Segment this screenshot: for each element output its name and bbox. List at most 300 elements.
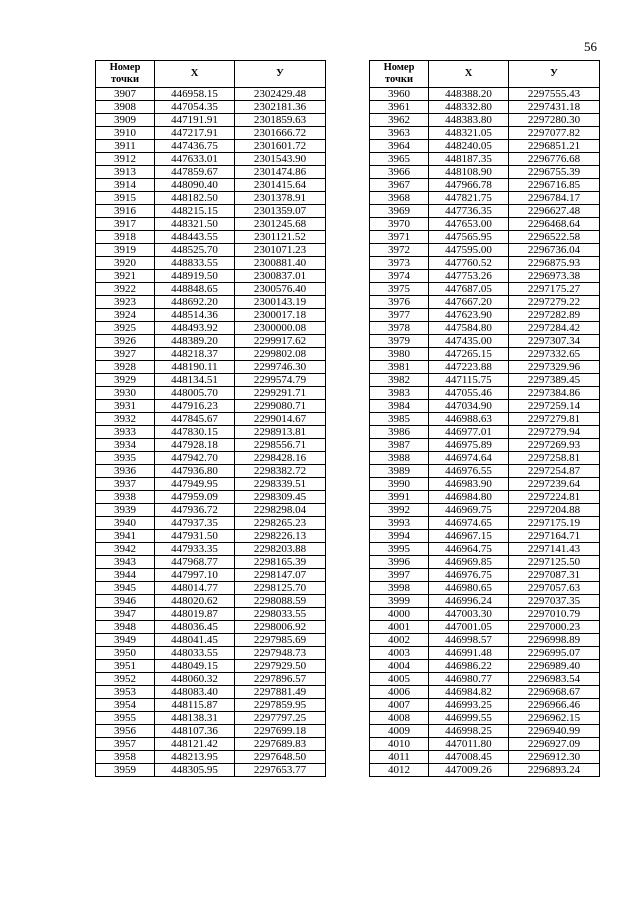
x-coordinate-cell: 447687.05 xyxy=(429,283,509,296)
table-row xyxy=(370,374,600,387)
point-number-cell: 3981 xyxy=(370,361,429,374)
point-number-cell: 3953 xyxy=(96,686,155,699)
table-row xyxy=(96,673,326,686)
table-row xyxy=(370,166,600,179)
point-number-cell: 3992 xyxy=(370,504,429,517)
y-coordinate-cell: 2302181.36 xyxy=(235,101,326,114)
y-coordinate-cell: 2299746.30 xyxy=(235,361,326,374)
y-coordinate-cell: 2297384.86 xyxy=(509,387,600,400)
y-coordinate-cell: 2297010.79 xyxy=(509,608,600,621)
x-coordinate-cell: 448033.55 xyxy=(155,647,235,660)
table-row xyxy=(96,569,326,582)
x-coordinate-cell: 447633.01 xyxy=(155,153,235,166)
y-coordinate-cell: 2298382.72 xyxy=(235,465,326,478)
x-coordinate-cell: 447997.10 xyxy=(155,569,235,582)
x-coordinate-cell: 448036.45 xyxy=(155,621,235,634)
point-number-cell: 3941 xyxy=(96,530,155,543)
table-row xyxy=(370,153,600,166)
point-number-cell: 3931 xyxy=(96,400,155,413)
x-coordinate-cell: 448493.92 xyxy=(155,322,235,335)
x-coordinate-cell: 447845.67 xyxy=(155,413,235,426)
y-coordinate-cell: 2296875.93 xyxy=(509,257,600,270)
x-coordinate-cell: 448848.65 xyxy=(155,283,235,296)
x-coordinate-cell: 446984.82 xyxy=(429,686,509,699)
y-coordinate-cell: 2296468.64 xyxy=(509,218,600,231)
x-coordinate-cell: 446980.77 xyxy=(429,673,509,686)
point-number-cell: 3917 xyxy=(96,218,155,231)
x-coordinate-cell: 446974.64 xyxy=(429,452,509,465)
x-coordinate-cell: 446974.65 xyxy=(429,517,509,530)
y-coordinate-cell: 2299917.62 xyxy=(235,335,326,348)
point-number-cell: 3951 xyxy=(96,660,155,673)
x-coordinate-cell: 448121.42 xyxy=(155,738,235,751)
point-number-cell: 3912 xyxy=(96,153,155,166)
point-number-header xyxy=(96,61,155,88)
y-coordinate-cell: 2298309.45 xyxy=(235,491,326,504)
x-coordinate-cell: 448514.36 xyxy=(155,309,235,322)
x-coordinate-cell: 446991.48 xyxy=(429,647,509,660)
x-coordinate-cell: 448321.05 xyxy=(429,127,509,140)
y-coordinate-cell: 2301543.90 xyxy=(235,153,326,166)
point-number-cell: 3911 xyxy=(96,140,155,153)
x-coordinate-cell: 448005.70 xyxy=(155,387,235,400)
x-coordinate-cell: 447936.72 xyxy=(155,504,235,517)
y-coordinate-cell: 2299291.71 xyxy=(235,387,326,400)
point-number-cell: 4012 xyxy=(370,764,429,777)
y-coordinate-cell: 2296995.07 xyxy=(509,647,600,660)
y-coordinate-cell: 2296627.48 xyxy=(509,205,600,218)
x-coordinate-cell: 448187.35 xyxy=(429,153,509,166)
table-row xyxy=(96,660,326,673)
point-number-cell: 3980 xyxy=(370,348,429,361)
table-row xyxy=(370,426,600,439)
point-number-cell: 3978 xyxy=(370,322,429,335)
y-coordinate-cell: 2297164.71 xyxy=(509,530,600,543)
y-coordinate-cell: 2301859.63 xyxy=(235,114,326,127)
table-row xyxy=(370,491,600,504)
x-coordinate-cell: 446958.15 xyxy=(155,88,235,101)
table-row xyxy=(370,127,600,140)
point-number-cell: 3984 xyxy=(370,400,429,413)
point-number-cell: 3962 xyxy=(370,114,429,127)
point-number-cell: 3921 xyxy=(96,270,155,283)
x-coordinate-cell: 448083.40 xyxy=(155,686,235,699)
table-row xyxy=(370,504,600,517)
table-row xyxy=(370,478,600,491)
table-row xyxy=(96,556,326,569)
point-number-cell: 3959 xyxy=(96,764,155,777)
y-coordinate-cell: 2300017.18 xyxy=(235,309,326,322)
point-number-cell: 4000 xyxy=(370,608,429,621)
table-row xyxy=(370,88,600,101)
table-row xyxy=(96,127,326,140)
point-number-cell: 3979 xyxy=(370,335,429,348)
point-number-cell: 3929 xyxy=(96,374,155,387)
point-number-cell: 3977 xyxy=(370,309,429,322)
x-coordinate-cell: 446993.25 xyxy=(429,699,509,712)
table-row xyxy=(370,179,600,192)
point-number-cell: 3947 xyxy=(96,608,155,621)
y-coordinate-cell: 2296776.68 xyxy=(509,153,600,166)
y-coordinate-cell: 2301245.68 xyxy=(235,218,326,231)
x-coordinate-cell: 446983.90 xyxy=(429,478,509,491)
point-number-cell: 3988 xyxy=(370,452,429,465)
y-coordinate-cell: 2296966.46 xyxy=(509,699,600,712)
point-number-cell: 4002 xyxy=(370,634,429,647)
table-row xyxy=(96,270,326,283)
y-coordinate-cell: 2297224.81 xyxy=(509,491,600,504)
table-row xyxy=(96,387,326,400)
table-row xyxy=(370,231,600,244)
point-number-cell: 3935 xyxy=(96,452,155,465)
x-coordinate-cell: 448443.55 xyxy=(155,231,235,244)
x-coordinate-cell: 448107.36 xyxy=(155,725,235,738)
y-coordinate-cell: 2297699.18 xyxy=(235,725,326,738)
table-row xyxy=(370,712,600,725)
y-coordinate-cell: 2297948.73 xyxy=(235,647,326,660)
table-row xyxy=(370,543,600,556)
point-number-cell: 3969 xyxy=(370,205,429,218)
table-row xyxy=(370,686,600,699)
table-row xyxy=(96,179,326,192)
point-number-cell: 3930 xyxy=(96,387,155,400)
y-coordinate-cell: 2297280.30 xyxy=(509,114,600,127)
y-coordinate-cell: 2298265.23 xyxy=(235,517,326,530)
y-coordinate-cell: 2297929.50 xyxy=(235,660,326,673)
x-coordinate-cell: 448218.37 xyxy=(155,348,235,361)
y-coordinate-cell: 2296912.30 xyxy=(509,751,600,764)
table-row xyxy=(96,530,326,543)
point-number-cell: 4006 xyxy=(370,686,429,699)
table-header-row xyxy=(96,61,326,88)
point-header-line2: точки xyxy=(110,74,140,85)
y-coordinate-cell: 2300000.08 xyxy=(235,322,326,335)
point-number-cell: 3927 xyxy=(96,348,155,361)
x-coordinate-cell: 448138.31 xyxy=(155,712,235,725)
x-coordinate-cell: 447217.91 xyxy=(155,127,235,140)
point-number-cell: 4001 xyxy=(370,621,429,634)
x-coordinate-cell: 446969.85 xyxy=(429,556,509,569)
x-coordinate-cell: 447436.75 xyxy=(155,140,235,153)
y-coordinate-cell: 2297175.27 xyxy=(509,283,600,296)
y-coordinate-cell: 2296522.58 xyxy=(509,231,600,244)
x-coordinate-cell: 447623.90 xyxy=(429,309,509,322)
point-header-line1: Номер xyxy=(383,62,415,73)
y-coordinate-cell: 2298556.71 xyxy=(235,439,326,452)
point-number-cell: 3997 xyxy=(370,569,429,582)
y-coordinate-cell: 2298203.88 xyxy=(235,543,326,556)
table-row xyxy=(370,192,600,205)
y-coordinate-cell: 2296784.17 xyxy=(509,192,600,205)
x-coordinate-cell: 447595.00 xyxy=(429,244,509,257)
table-row xyxy=(370,621,600,634)
y-coordinate-cell: 2297797.25 xyxy=(235,712,326,725)
x-coordinate-cell: 447115.75 xyxy=(429,374,509,387)
table-row xyxy=(370,699,600,712)
point-header-line1: Номер xyxy=(109,62,141,73)
table-row xyxy=(96,608,326,621)
point-number-cell: 3932 xyxy=(96,413,155,426)
y-coordinate-cell: 2299574.79 xyxy=(235,374,326,387)
point-number-cell: 3916 xyxy=(96,205,155,218)
x-coordinate-cell: 448090.40 xyxy=(155,179,235,192)
y-coordinate-cell: 2296962.15 xyxy=(509,712,600,725)
point-number-cell: 3946 xyxy=(96,595,155,608)
x-coordinate-cell: 448240.05 xyxy=(429,140,509,153)
point-number-cell: 3949 xyxy=(96,634,155,647)
x-coordinate-cell: 447565.95 xyxy=(429,231,509,244)
table-row xyxy=(370,218,600,231)
point-number-cell: 3971 xyxy=(370,231,429,244)
table-row xyxy=(370,348,600,361)
point-number-cell: 3968 xyxy=(370,192,429,205)
point-number-cell: 3996 xyxy=(370,556,429,569)
y-coordinate-cell: 2297985.69 xyxy=(235,634,326,647)
y-coordinate-cell: 2297881.49 xyxy=(235,686,326,699)
y-coordinate-cell: 2300881.40 xyxy=(235,257,326,270)
table-row xyxy=(96,751,326,764)
table-row xyxy=(370,582,600,595)
y-coordinate-cell: 2297307.34 xyxy=(509,335,600,348)
x-coordinate-cell: 447667.20 xyxy=(429,296,509,309)
table-row xyxy=(96,114,326,127)
point-number-cell: 3910 xyxy=(96,127,155,140)
y-coordinate-cell: 2297204.88 xyxy=(509,504,600,517)
point-number-cell: 3999 xyxy=(370,595,429,608)
point-number-cell: 3950 xyxy=(96,647,155,660)
point-number-cell: 3995 xyxy=(370,543,429,556)
point-number-cell: 3936 xyxy=(96,465,155,478)
point-number-cell: 4005 xyxy=(370,673,429,686)
y-header: У xyxy=(509,61,600,88)
x-coordinate-cell: 447435.00 xyxy=(429,335,509,348)
x-coordinate-cell: 448833.55 xyxy=(155,257,235,270)
point-number-cell: 3967 xyxy=(370,179,429,192)
y-coordinate-cell: 2297431.18 xyxy=(509,101,600,114)
table-row xyxy=(370,725,600,738)
point-number-cell: 3934 xyxy=(96,439,155,452)
y-coordinate-cell: 2298428.16 xyxy=(235,452,326,465)
x-coordinate-cell: 447968.77 xyxy=(155,556,235,569)
y-coordinate-cell: 2297859.95 xyxy=(235,699,326,712)
point-number-cell: 3985 xyxy=(370,413,429,426)
x-coordinate-cell: 446984.80 xyxy=(429,491,509,504)
y-coordinate-cell: 2301666.72 xyxy=(235,127,326,140)
x-coordinate-cell: 447830.15 xyxy=(155,426,235,439)
table-row xyxy=(370,400,600,413)
table-row xyxy=(370,244,600,257)
x-coordinate-cell: 447760.52 xyxy=(429,257,509,270)
y-coordinate-cell: 2297258.81 xyxy=(509,452,600,465)
y-coordinate-cell: 2296893.24 xyxy=(509,764,600,777)
y-coordinate-cell: 2296989.40 xyxy=(509,660,600,673)
x-coordinate-cell: 448049.15 xyxy=(155,660,235,673)
y-coordinate-cell: 2297279.81 xyxy=(509,413,600,426)
x-coordinate-cell: 446975.89 xyxy=(429,439,509,452)
x-coordinate-cell: 447936.80 xyxy=(155,465,235,478)
point-number-cell: 3994 xyxy=(370,530,429,543)
table-row xyxy=(96,465,326,478)
point-number-cell: 4007 xyxy=(370,699,429,712)
x-coordinate-cell: 448305.95 xyxy=(155,764,235,777)
table-row xyxy=(370,660,600,673)
point-number-cell: 3963 xyxy=(370,127,429,140)
x-coordinate-cell: 447223.88 xyxy=(429,361,509,374)
x-coordinate-cell: 447191.91 xyxy=(155,114,235,127)
y-coordinate-cell: 2297239.64 xyxy=(509,478,600,491)
y-coordinate-cell: 2299014.67 xyxy=(235,413,326,426)
x-coordinate-cell: 447937.35 xyxy=(155,517,235,530)
y-coordinate-cell: 2301601.72 xyxy=(235,140,326,153)
y-header: У xyxy=(235,61,326,88)
y-coordinate-cell: 2297329.96 xyxy=(509,361,600,374)
y-coordinate-cell: 2299080.71 xyxy=(235,400,326,413)
y-coordinate-cell: 2297389.45 xyxy=(509,374,600,387)
x-coordinate-cell: 447753.26 xyxy=(429,270,509,283)
point-number-cell: 3915 xyxy=(96,192,155,205)
x-coordinate-cell: 448014.77 xyxy=(155,582,235,595)
point-number-cell: 3918 xyxy=(96,231,155,244)
table-row xyxy=(96,218,326,231)
point-header-line2: точки xyxy=(384,74,414,85)
table-row xyxy=(370,335,600,348)
table-row xyxy=(370,673,600,686)
point-number-cell: 3922 xyxy=(96,283,155,296)
x-coordinate-cell: 448215.15 xyxy=(155,205,235,218)
right-table-body xyxy=(370,88,600,777)
y-coordinate-cell: 2296755.39 xyxy=(509,166,600,179)
y-coordinate-cell: 2298339.51 xyxy=(235,478,326,491)
point-number-cell: 3960 xyxy=(370,88,429,101)
y-coordinate-cell: 2298125.70 xyxy=(235,582,326,595)
y-coordinate-cell: 2301071.23 xyxy=(235,244,326,257)
x-coordinate-cell: 447916.23 xyxy=(155,400,235,413)
y-coordinate-cell: 2296983.54 xyxy=(509,673,600,686)
y-coordinate-cell: 2300837.01 xyxy=(235,270,326,283)
page-number: 56 xyxy=(584,39,597,54)
y-coordinate-cell: 2296927.09 xyxy=(509,738,600,751)
y-coordinate-cell: 2297279.22 xyxy=(509,296,600,309)
x-coordinate-cell: 447011.80 xyxy=(429,738,509,751)
x-coordinate-cell: 448020.62 xyxy=(155,595,235,608)
table-row xyxy=(96,88,326,101)
table-row xyxy=(96,491,326,504)
table-row xyxy=(96,244,326,257)
point-number-cell: 3928 xyxy=(96,361,155,374)
y-coordinate-cell: 2297077.82 xyxy=(509,127,600,140)
y-coordinate-cell: 2298147.07 xyxy=(235,569,326,582)
y-coordinate-cell: 2300143.19 xyxy=(235,296,326,309)
table-row xyxy=(96,426,326,439)
table-row xyxy=(370,114,600,127)
x-coordinate-cell: 448182.50 xyxy=(155,192,235,205)
point-number-header xyxy=(370,61,429,88)
point-number-cell: 3983 xyxy=(370,387,429,400)
x-coordinate-cell: 447001.05 xyxy=(429,621,509,634)
table-row xyxy=(370,569,600,582)
x-coordinate-cell: 446964.75 xyxy=(429,543,509,556)
table-row xyxy=(370,101,600,114)
table-row xyxy=(96,582,326,595)
y-coordinate-cell: 2297653.77 xyxy=(235,764,326,777)
y-coordinate-cell: 2297269.93 xyxy=(509,439,600,452)
table-row xyxy=(96,296,326,309)
x-coordinate-cell: 447966.78 xyxy=(429,179,509,192)
point-number-cell: 4011 xyxy=(370,751,429,764)
table-header-row xyxy=(370,61,600,88)
x-coordinate-cell: 446969.75 xyxy=(429,504,509,517)
x-coordinate-cell: 448213.95 xyxy=(155,751,235,764)
x-coordinate-cell: 446980.65 xyxy=(429,582,509,595)
y-coordinate-cell: 2301474.86 xyxy=(235,166,326,179)
table-row xyxy=(96,153,326,166)
table-row xyxy=(96,543,326,556)
x-header: X xyxy=(155,61,235,88)
y-coordinate-cell: 2297037.35 xyxy=(509,595,600,608)
x-coordinate-cell: 448388.20 xyxy=(429,88,509,101)
x-coordinate-cell: 446976.75 xyxy=(429,569,509,582)
point-number-cell: 3920 xyxy=(96,257,155,270)
y-coordinate-cell: 2298913.81 xyxy=(235,426,326,439)
point-number-cell: 3970 xyxy=(370,218,429,231)
y-coordinate-cell: 2298088.59 xyxy=(235,595,326,608)
point-number-cell: 3909 xyxy=(96,114,155,127)
point-number-cell: 3998 xyxy=(370,582,429,595)
table-row xyxy=(370,322,600,335)
table-row xyxy=(370,270,600,283)
table-row xyxy=(96,257,326,270)
y-coordinate-cell: 2301378.91 xyxy=(235,192,326,205)
left-coordinates-table xyxy=(95,60,326,777)
table-row xyxy=(370,517,600,530)
x-coordinate-cell: 446986.22 xyxy=(429,660,509,673)
table-row xyxy=(96,452,326,465)
y-coordinate-cell: 2301359.07 xyxy=(235,205,326,218)
x-coordinate-cell: 446998.57 xyxy=(429,634,509,647)
x-coordinate-cell: 448134.51 xyxy=(155,374,235,387)
y-coordinate-cell: 2296716.85 xyxy=(509,179,600,192)
x-coordinate-cell: 447959.09 xyxy=(155,491,235,504)
point-number-cell: 3975 xyxy=(370,283,429,296)
y-coordinate-cell: 2296736.04 xyxy=(509,244,600,257)
table-row xyxy=(96,335,326,348)
table-row xyxy=(370,556,600,569)
point-number-cell: 3989 xyxy=(370,465,429,478)
point-number-cell: 3908 xyxy=(96,101,155,114)
table-row xyxy=(96,478,326,491)
point-number-cell: 4008 xyxy=(370,712,429,725)
table-row xyxy=(370,465,600,478)
table-row xyxy=(96,309,326,322)
table-row xyxy=(96,140,326,153)
y-coordinate-cell: 2297332.65 xyxy=(509,348,600,361)
point-number-cell: 3937 xyxy=(96,478,155,491)
table-row xyxy=(370,257,600,270)
x-header: X xyxy=(429,61,509,88)
point-number-cell: 3919 xyxy=(96,244,155,257)
table-row xyxy=(96,699,326,712)
y-coordinate-cell: 2296998.89 xyxy=(509,634,600,647)
table-row xyxy=(96,101,326,114)
table-row xyxy=(370,205,600,218)
table-row xyxy=(96,439,326,452)
point-number-cell: 3987 xyxy=(370,439,429,452)
y-coordinate-cell: 2297125.50 xyxy=(509,556,600,569)
table-row xyxy=(370,387,600,400)
point-number-cell: 3990 xyxy=(370,478,429,491)
x-coordinate-cell: 447859.67 xyxy=(155,166,235,179)
table-row xyxy=(96,517,326,530)
